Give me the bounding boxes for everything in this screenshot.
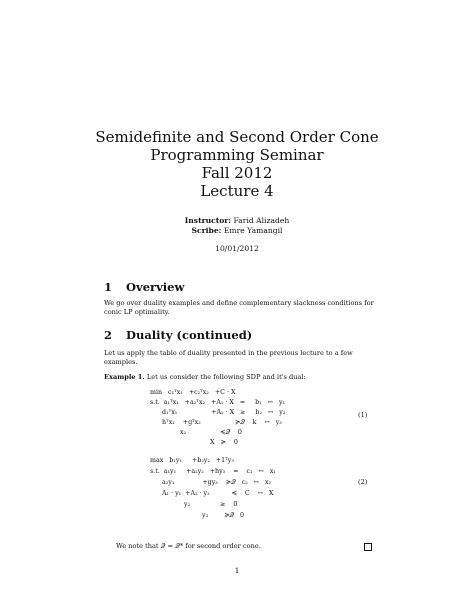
section-2-heading xyxy=(104,328,252,342)
title-line-4: Lecture 4 xyxy=(200,182,274,200)
section-1-title: Overview xyxy=(126,280,185,294)
dual-row-5: y₂ ≥ 0 xyxy=(150,501,238,508)
title-line-1: Semidefinite and Second Order Cone xyxy=(95,128,379,146)
cone-note: We note that 𝒬 = 𝒬* for second order cone. xyxy=(116,542,261,550)
section-2-text: Let us apply the table of duality presented in the previous lecture to a few examples. xyxy=(104,349,353,366)
example-text: Let us consider the following SDP and it's dual: xyxy=(146,373,306,381)
primal-row-4: hᵀx₁ +gᵀx₂ ≽𝒬 k ↔ y₃ xyxy=(150,419,282,426)
dual-row-1: max b₁y₁ +b₂y₂ +1ᵀy₃ xyxy=(150,457,234,464)
section-1-number: 1 xyxy=(104,280,113,294)
example-label: Example 1. xyxy=(104,373,145,381)
section-1-text: We go over duality examples and define complementary slackness conditions for conic LP optimality. xyxy=(104,299,374,316)
primal-row-1: min c₁ᵀx₁ +c₂ᵀx₂ +C · X xyxy=(150,389,236,396)
dual-row-4: A₁ · y₁ +A₂ · y₂ ≼ C ↔ X xyxy=(150,490,274,497)
section-1-heading xyxy=(104,280,184,294)
equation-number-2: (2) xyxy=(358,478,368,486)
instructor-line xyxy=(0,216,474,226)
section-2-number: 2 xyxy=(104,328,113,342)
primal-row-5: x₂ ≼𝒬 0 xyxy=(150,429,242,436)
scribe-label: Scribe: xyxy=(191,226,222,235)
title-line-3: Fall 2012 xyxy=(201,164,273,182)
dual-row-3: a₂y₁ +gy₃ ≽𝒬 c₂ ↔ x₂ xyxy=(150,479,272,486)
primal-row-6: X ≽ 0 xyxy=(150,439,238,446)
primal-row-2: s.t. a₁ᵀx₁ +a₂ᵀx₂ +A₁ · X = b₁ ↔ y₁ xyxy=(150,399,286,406)
dual-row-6: y₃ ≽𝒬 0 xyxy=(150,512,244,519)
section-2-title: Duality (continued) xyxy=(126,328,253,342)
equation-number-1: (1) xyxy=(358,411,368,419)
title-line-2: Programming Seminar xyxy=(150,146,324,164)
example-1 xyxy=(104,373,374,382)
instructor-label: Instructor: xyxy=(184,216,232,225)
scribe-line xyxy=(0,226,474,236)
page-number: 1 xyxy=(234,566,240,575)
lecture-date: 10/01/2012 xyxy=(215,244,259,253)
scribe-name: Emre Yamangil xyxy=(223,226,283,235)
dual-row-2: s.t. a₁y₁ +a₂y₂ +hy₃ = c₁ ↔ x₁ xyxy=(150,468,276,475)
qed-square-icon xyxy=(364,543,372,551)
primal-row-3: d₁ᵀx₁ +A₂ · X ≥ b₂ ↔ y₂ xyxy=(150,409,286,416)
instructor-name: Farid Alizadeh xyxy=(233,216,290,225)
